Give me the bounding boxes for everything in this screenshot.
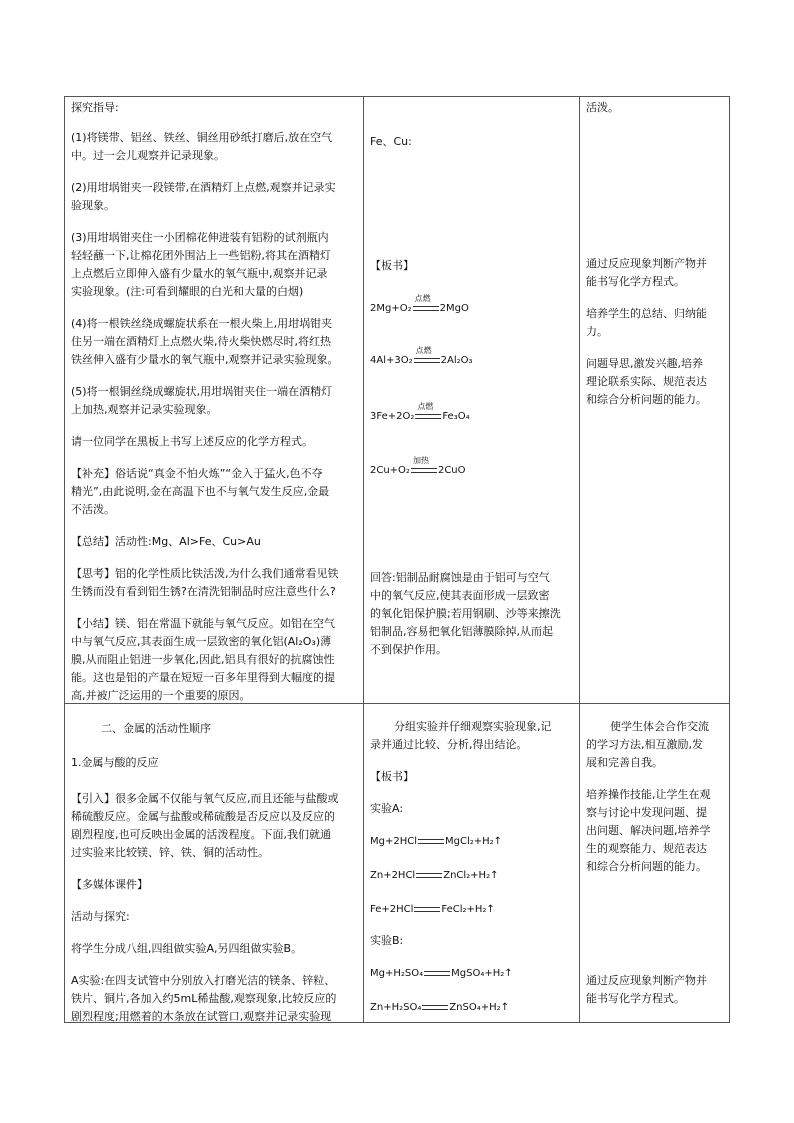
text-line: 膜,从而阻止铝进一步氧化,因此,铝具有很好的抗腐蚀性 bbox=[71, 653, 335, 666]
lesson-table bbox=[64, 96, 730, 1023]
text-line: 【思考】铝的化学性质比铁活泼,为什么我们通常看见铁 bbox=[71, 567, 339, 580]
equation-left: Fe+2HCl bbox=[370, 904, 414, 915]
text-line: Fe、Cu: bbox=[370, 135, 412, 148]
text-line: 【总结】活动性:Mg、Al>Fe、Cu>Au bbox=[71, 535, 261, 548]
equation-left: Zn+H₂SO₄ bbox=[370, 1002, 422, 1013]
text-line: 【多媒体课件】 bbox=[71, 878, 148, 891]
text-line: 活动与探究: bbox=[71, 910, 130, 923]
equals-bar bbox=[418, 839, 444, 844]
equation-right: ZnSO₄+H₂↑ bbox=[449, 1002, 510, 1013]
text-line: 上加热,观察并记录实验现象。 bbox=[71, 403, 218, 416]
text-line: 实验现象。(注:可看到耀眼的白光和大量的白烟) bbox=[71, 285, 304, 298]
equation-left: Mg+H₂SO₄ bbox=[370, 968, 424, 979]
text-line: 能。这也是铝的产量在短短一百多年里得到大幅度的提 bbox=[71, 671, 335, 684]
text-line: 活泼。 bbox=[586, 101, 619, 114]
board-heading: 【板书】 bbox=[370, 770, 414, 783]
text-line: 将学生分成八组,四组做实验A,另四组做实验B。 bbox=[71, 942, 303, 955]
equation-left: Mg+2HCl bbox=[370, 836, 417, 847]
equals-bar bbox=[424, 971, 450, 976]
text-line: 高,并被广泛运用的一个重要的原因。 bbox=[71, 689, 251, 702]
equation bbox=[370, 456, 466, 476]
text-line: 回答:铝制品耐腐蚀是由于铝可与空气 bbox=[370, 571, 550, 584]
equation-left: Zn+2HCl bbox=[370, 870, 416, 881]
text-line: 精光”,由此说明,金在高温下也不与氧气发生反应,金最 bbox=[71, 485, 330, 498]
text-line: (3)用坩埚钳夹住一小团棉花伸进装有铝粉的试剂瓶内 bbox=[71, 231, 329, 244]
text-line: 中。过一会儿观察并记录现象。 bbox=[71, 149, 225, 162]
text-line: 能书写化学方程式。 bbox=[586, 992, 685, 1005]
text-line: 出问题、解决问题,培养学 bbox=[586, 824, 711, 837]
text-line: 剧烈程度,也可反映出金属的活泼程度。下面,我们就通 bbox=[71, 828, 331, 841]
board-heading: 【板书】 bbox=[370, 259, 414, 272]
text-line: 问题导思,激发兴趣,培养 bbox=[586, 357, 703, 370]
text-line: 稀硫酸反应。金属与盐酸或稀硫酸是否反应以及反应的 bbox=[71, 810, 335, 823]
equation bbox=[370, 294, 469, 314]
text-line: 中与氧气反应,其表面生成一层致密的氧化铝(Al₂O₃)薄 bbox=[71, 635, 332, 648]
equals-bar bbox=[413, 306, 439, 311]
text-line: 中的氧气反应,使其表面形成一层致密 bbox=[370, 589, 550, 602]
text-line: 和综合分析问题的能力。 bbox=[586, 860, 707, 873]
text-line: 实验A: bbox=[370, 802, 404, 815]
text-line: 使学生体会合作交流 bbox=[610, 720, 709, 733]
text-line: 能书写化学方程式。 bbox=[586, 275, 685, 288]
equation-left: 3Fe+2O₂ bbox=[370, 411, 415, 422]
design-intent-cell bbox=[580, 97, 730, 704]
equation-left: 2Mg+O₂ bbox=[370, 303, 412, 314]
equation bbox=[370, 904, 495, 915]
equation-condition: 点燃 bbox=[414, 294, 431, 303]
text-line: 铝制品,容易把氧化铝薄膜除掉,从而起 bbox=[370, 625, 553, 638]
text-line: 住另一端在酒精灯上点燃火柴,待火柴快燃尽时,将红热 bbox=[71, 335, 331, 348]
student-activity-cell bbox=[364, 704, 580, 1023]
equation-left: 2Cu+O₂ bbox=[370, 465, 410, 476]
text-line: 铁丝伸入盛有少量水的氧气瓶中,观察并记录实验现象。 bbox=[71, 353, 339, 366]
text-line: 展和完善自我。 bbox=[586, 756, 663, 769]
equation bbox=[370, 402, 470, 422]
text-line: 分组实验并仔细观察实验现象,记 bbox=[394, 720, 552, 733]
equals-bar bbox=[422, 1005, 448, 1010]
text-line: 【补充】俗话说“真金不怕火炼”“金入于猛火,色不夺 bbox=[71, 467, 323, 480]
text-line: 察与讨论中发现问题、提 bbox=[586, 806, 707, 819]
equation-right: 2Al₂O₃ bbox=[440, 355, 473, 366]
text-line: 生的观察能力、规范表达 bbox=[586, 842, 707, 855]
equation bbox=[370, 346, 473, 366]
equation bbox=[370, 968, 513, 979]
design-intent-cell bbox=[580, 704, 730, 1023]
text-line: 剧烈程度;用燃着的木条放在试管口,观察并记录实验现 bbox=[71, 1010, 332, 1023]
equals-bar bbox=[411, 468, 437, 473]
text-line: 生锈而没有看到铝生锈?在清洗铝制品时应注意些什么? bbox=[71, 585, 336, 598]
text-line: 【小结】镁、铝在常温下就能与氧气反应。如铝在空气 bbox=[71, 617, 335, 630]
text-line: 铁片、铜片,各加入约5mL稀盐酸,观察现象,比较反应的 bbox=[71, 992, 337, 1005]
equation-right: 2CuO bbox=[437, 465, 466, 476]
equation-left: 4Al+3O₂ bbox=[370, 355, 413, 366]
text-line: (2)用坩埚钳夹一段镁带,在酒精灯上点燃,观察并记录实 bbox=[71, 181, 336, 194]
lesson-plan-sheet bbox=[64, 96, 730, 1023]
text-line: 实验B: bbox=[370, 934, 404, 947]
equation-right: MgSO₄+H₂↑ bbox=[451, 968, 513, 979]
text-line: 请一位同学在黑板上书写上述反应的化学方程式。 bbox=[71, 435, 313, 448]
equation-right: MgCl₂+H₂↑ bbox=[445, 836, 503, 847]
text-line: A实验:在四支试管中分别放入打磨光洁的镁条、锌粒、 bbox=[71, 974, 336, 987]
text-line: 上点燃后立即伸入盛有少量水的氧气瓶中,观察并记录 bbox=[71, 267, 328, 280]
equation-condition: 点燃 bbox=[417, 402, 434, 411]
text-line: 和综合分析问题的能力。 bbox=[586, 393, 707, 406]
equals-bar bbox=[415, 414, 441, 419]
equals-bar bbox=[414, 907, 440, 912]
text-line: 的氧化铝保护膜;若用钢刷、沙等来擦洗 bbox=[370, 607, 561, 620]
text-line: 通过反应现象判断产物并 bbox=[586, 257, 707, 270]
equation-right: 2MgO bbox=[439, 303, 469, 314]
text-line: 力。 bbox=[586, 325, 608, 338]
text-line: (4)将一根铁丝绕成螺旋状系在一根火柴上,用坩埚钳夹 bbox=[71, 317, 333, 330]
equation-condition: 点燃 bbox=[415, 346, 432, 355]
text-line: (5)将一根铜丝绕成螺旋状,用坩埚钳夹住一端在酒精灯 bbox=[71, 385, 333, 398]
text-line: 1.金属与酸的反应 bbox=[71, 756, 159, 769]
text-line: 验现象。 bbox=[71, 199, 115, 212]
text-line: 【引入】很多金属不仅能与氧气反应,而且还能与盐酸或 bbox=[71, 792, 339, 805]
teacher-activity-cell bbox=[65, 97, 364, 704]
text-line: 理论联系实际、规范表达 bbox=[586, 375, 707, 388]
text-line: 轻轻蘸一下,让棉花团外围沾上一些铝粉,将其在酒精灯 bbox=[71, 249, 331, 262]
text-line: 探究指导: bbox=[71, 101, 119, 114]
text-line: 培养学生的总结、归纳能 bbox=[586, 307, 707, 320]
teacher-activity-cell bbox=[65, 704, 364, 1023]
equation-right: FeCl₂+H₂↑ bbox=[441, 904, 495, 915]
text-line: 不活泼。 bbox=[71, 503, 115, 516]
equation-right: ZnCl₂+H₂↑ bbox=[443, 870, 499, 881]
text-line: 录并通过比较、分析,得出结论。 bbox=[370, 738, 528, 751]
text-line: 不到保护作用。 bbox=[370, 643, 447, 656]
text-line: 培养操作技能,让学生在观 bbox=[586, 788, 711, 801]
text-line: 过实验来比较镁、锌、铁、铜的活动性。 bbox=[71, 846, 269, 859]
text-line: 通过反应现象判断产物并 bbox=[586, 974, 707, 987]
equals-bar bbox=[416, 873, 442, 878]
equation bbox=[370, 836, 502, 847]
table-row bbox=[65, 704, 730, 1023]
student-activity-cell bbox=[364, 97, 580, 704]
equation-right: Fe₃O₄ bbox=[442, 411, 470, 422]
equation bbox=[370, 870, 498, 881]
table-row bbox=[65, 97, 730, 704]
text-line: 的学习方法,相互激励,发 bbox=[586, 738, 703, 751]
section-heading: 二、金属的活动性顺序 bbox=[101, 722, 211, 735]
equation bbox=[370, 1002, 509, 1013]
text-line: (1)将镁带、铝丝、铁丝、铜丝用砂纸打磨后,放在空气 bbox=[71, 131, 333, 144]
equals-bar bbox=[414, 358, 440, 363]
equation-condition: 加热 bbox=[412, 456, 429, 465]
